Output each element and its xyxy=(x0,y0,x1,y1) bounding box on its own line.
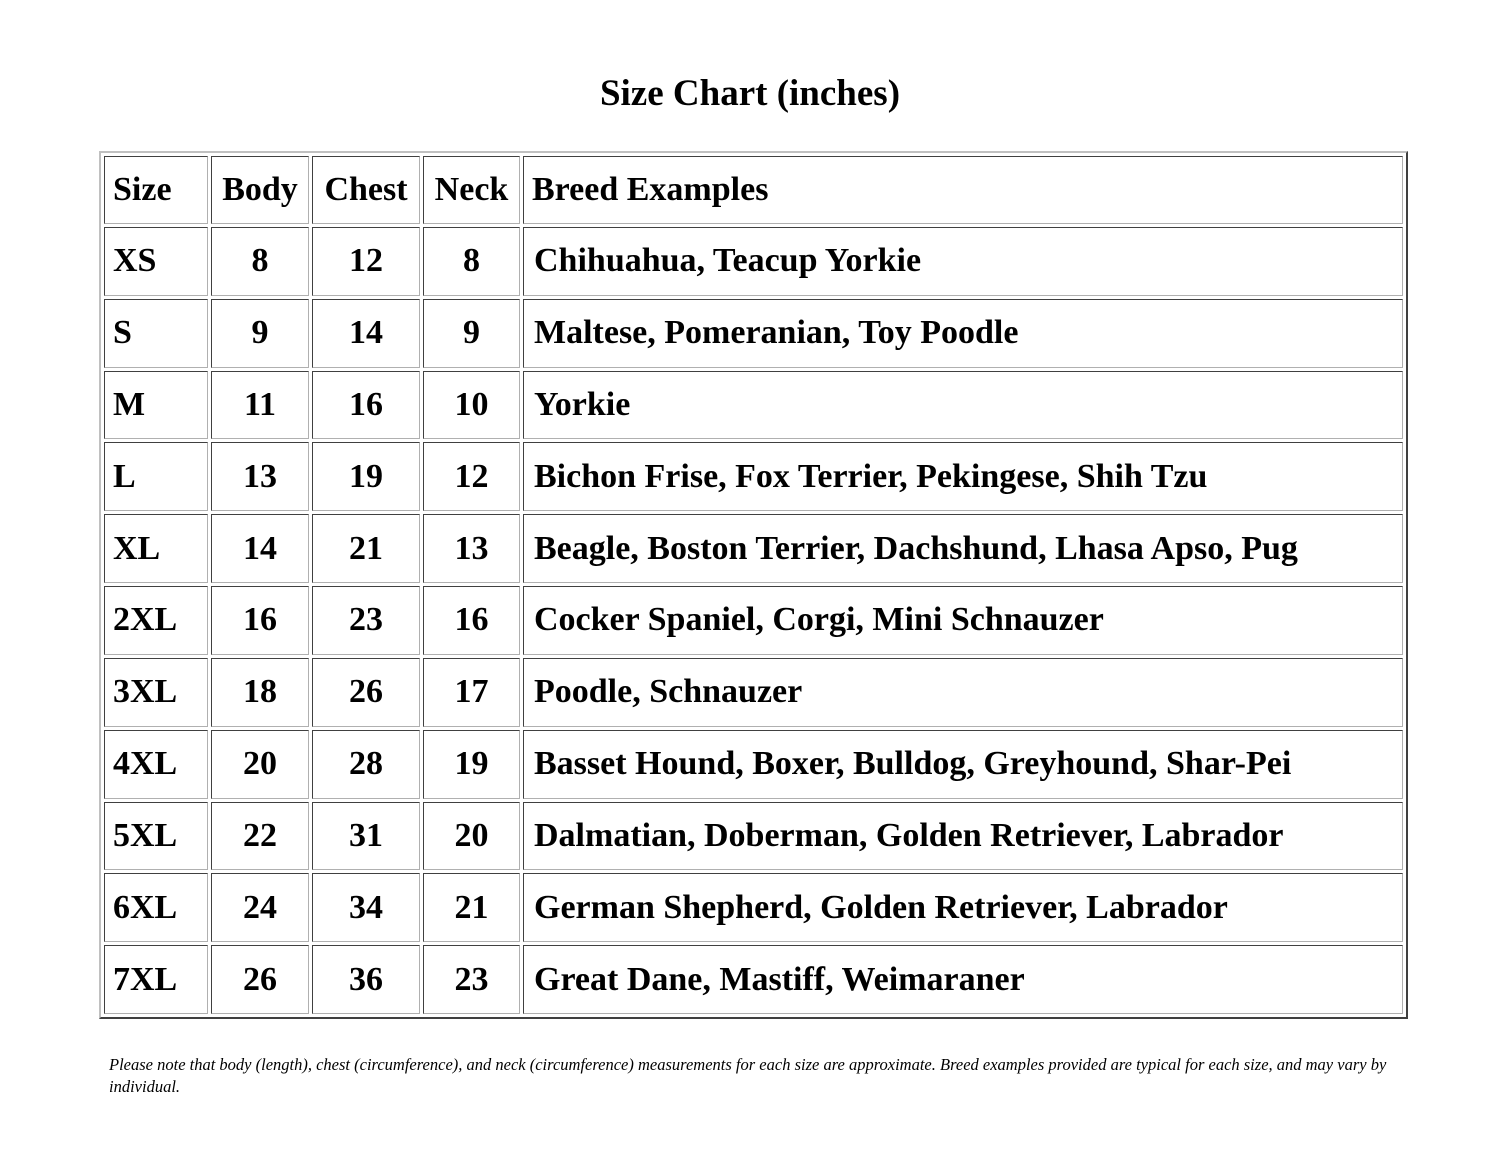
cell-chest: 21 xyxy=(312,514,420,583)
cell-size: 4XL xyxy=(104,730,208,799)
table-row xyxy=(104,227,1403,296)
cell-breeds: Dalmatian, Doberman, Golden Retriever, Labrador xyxy=(523,802,1403,871)
header-breed-examples: Breed Examples xyxy=(523,156,1403,224)
cell-body: 11 xyxy=(211,371,309,440)
table-row xyxy=(104,873,1403,942)
cell-neck: 16 xyxy=(423,586,520,655)
cell-chest: 28 xyxy=(312,730,420,799)
table-row xyxy=(104,514,1403,583)
cell-chest: 36 xyxy=(312,945,420,1014)
cell-body: 8 xyxy=(211,227,309,296)
cell-chest: 19 xyxy=(312,442,420,511)
table-row xyxy=(104,730,1403,799)
table-row xyxy=(104,371,1403,440)
cell-breeds: Yorkie xyxy=(523,371,1403,440)
cell-chest: 12 xyxy=(312,227,420,296)
cell-body: 18 xyxy=(211,658,309,727)
cell-breeds: Bichon Frise, Fox Terrier, Pekingese, Shih Tzu xyxy=(523,442,1403,511)
cell-size: 3XL xyxy=(104,658,208,727)
cell-breeds: Great Dane, Mastiff, Weimaraner xyxy=(523,945,1403,1014)
cell-breeds: Chihuahua, Teacup Yorkie xyxy=(523,227,1403,296)
cell-chest: 26 xyxy=(312,658,420,727)
cell-size: XL xyxy=(104,514,208,583)
cell-size: L xyxy=(104,442,208,511)
cell-breeds: German Shepherd, Golden Retriever, Labrador xyxy=(523,873,1403,942)
cell-chest: 14 xyxy=(312,299,420,368)
cell-body: 24 xyxy=(211,873,309,942)
table-row xyxy=(104,945,1403,1014)
page-title: Size Chart (inches) xyxy=(599,73,901,114)
size-chart-table xyxy=(99,151,1408,1019)
cell-neck: 23 xyxy=(423,945,520,1014)
cell-chest: 31 xyxy=(312,802,420,871)
cell-neck: 17 xyxy=(423,658,520,727)
cell-chest: 16 xyxy=(312,371,420,440)
cell-body: 26 xyxy=(211,945,309,1014)
table-header-row xyxy=(104,156,1403,224)
cell-chest: 23 xyxy=(312,586,420,655)
cell-neck: 19 xyxy=(423,730,520,799)
cell-body: 16 xyxy=(211,586,309,655)
cell-neck: 13 xyxy=(423,514,520,583)
table-row xyxy=(104,802,1403,871)
cell-breeds: Cocker Spaniel, Corgi, Mini Schnauzer xyxy=(523,586,1403,655)
cell-size: M xyxy=(104,371,208,440)
cell-size: 5XL xyxy=(104,802,208,871)
cell-neck: 12 xyxy=(423,442,520,511)
header-chest: Chest xyxy=(312,156,420,224)
cell-neck: 10 xyxy=(423,371,520,440)
table-row xyxy=(104,586,1403,655)
cell-body: 13 xyxy=(211,442,309,511)
cell-breeds: Beagle, Boston Terrier, Dachshund, Lhasa Apso, Pug xyxy=(523,514,1403,583)
cell-neck: 20 xyxy=(423,802,520,871)
cell-breeds: Maltese, Pomeranian, Toy Poodle xyxy=(523,299,1403,368)
cell-size: S xyxy=(104,299,208,368)
cell-body: 9 xyxy=(211,299,309,368)
cell-body: 14 xyxy=(211,514,309,583)
table-row xyxy=(104,658,1403,727)
cell-size: 7XL xyxy=(104,945,208,1014)
footnote: Please note that body (length), chest (circumference), and neck (circumference) measurements for each size are approximate. Breed examples provided are typical for each size, and may vary by individual. xyxy=(109,1055,1387,1096)
cell-size: XS xyxy=(104,227,208,296)
cell-neck: 8 xyxy=(423,227,520,296)
cell-body: 20 xyxy=(211,730,309,799)
header-size: Size xyxy=(104,156,208,224)
cell-breeds: Poodle, Schnauzer xyxy=(523,658,1403,727)
table-row xyxy=(104,299,1403,368)
header-body: Body xyxy=(211,156,309,224)
cell-body: 22 xyxy=(211,802,309,871)
cell-size: 6XL xyxy=(104,873,208,942)
cell-chest: 34 xyxy=(312,873,420,942)
cell-neck: 21 xyxy=(423,873,520,942)
header-neck: Neck xyxy=(423,156,520,224)
cell-breeds: Basset Hound, Boxer, Bulldog, Greyhound, Shar-Pei xyxy=(523,730,1403,799)
table-row xyxy=(104,442,1403,511)
cell-neck: 9 xyxy=(423,299,520,368)
cell-size: 2XL xyxy=(104,586,208,655)
